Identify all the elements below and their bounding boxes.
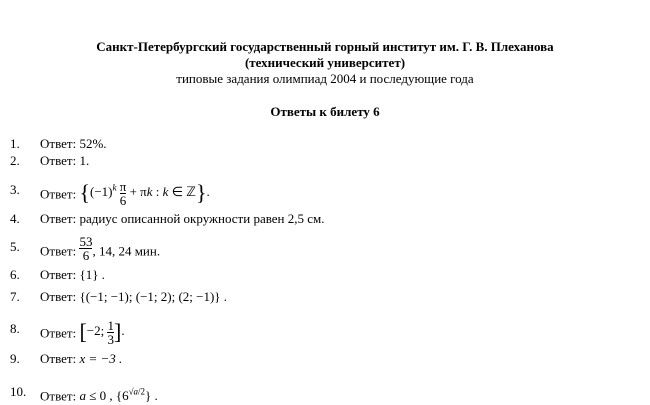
institute-name: Санкт-Петербургский государственный горный институт им. Г. В. Плеханова: [96, 39, 554, 54]
answer-label: Ответ:: [40, 267, 77, 282]
answer-number: 8.: [10, 321, 20, 336]
answer-fraction: [79, 235, 92, 262]
answer-text: {(−1; −1); (−1; 2); (2; −1)} .: [79, 289, 228, 304]
answer-number: 2.: [10, 153, 20, 168]
answer-label: Ответ:: [40, 211, 77, 226]
answer-text: , 14, 24 мин.: [92, 243, 161, 259]
answer-label: Ответ:: [40, 388, 77, 404]
answer-label: Ответ:: [40, 325, 77, 341]
answer-label: Ответ:: [40, 289, 77, 304]
answer-text: 1.: [79, 153, 90, 168]
answer-number: 1.: [10, 136, 20, 151]
answer-text: 52%.: [79, 136, 107, 151]
institute-subtitle: (технический университет): [244, 55, 406, 70]
answer-number: 3.: [10, 182, 20, 197]
document-description: типовые задания олимпиад 2004 и последующие года: [176, 71, 474, 86]
answer-number: 10.: [10, 384, 27, 399]
answer-formula: {$(-1)^k$ $\frac{\pi}{6}$ + πk : k ∈ ℤ}.: [79, 179, 210, 208]
answer-text: x = −3 .: [79, 351, 123, 366]
answer-label: Ответ:: [40, 186, 77, 202]
page-title: Ответы к билету 6: [270, 104, 380, 119]
answer-label: Ответ:: [40, 243, 77, 259]
fraction-denominator: 6: [79, 248, 92, 262]
fraction-numerator: 53: [79, 234, 93, 249]
answer-formula: [−2; $\frac{1}{3}$ ].: [79, 318, 125, 347]
answer-label: Ответ:: [40, 351, 77, 366]
answer-label: Ответ:: [40, 153, 77, 168]
answer-label: Ответ:: [40, 136, 77, 151]
answer-number: 6.: [10, 267, 20, 282]
answer-number: 4.: [10, 211, 20, 226]
answer-number: 7.: [10, 289, 20, 304]
answer-text: радиус описанной окружности равен 2,5 см.: [79, 211, 325, 226]
answer-number: 9.: [10, 351, 20, 366]
answer-formula: a ≤ 0 , $\{6^{√a/2}\}$ .: [79, 387, 158, 404]
answer-number: 5.: [10, 239, 20, 254]
answer-text: {1} .: [79, 267, 105, 282]
